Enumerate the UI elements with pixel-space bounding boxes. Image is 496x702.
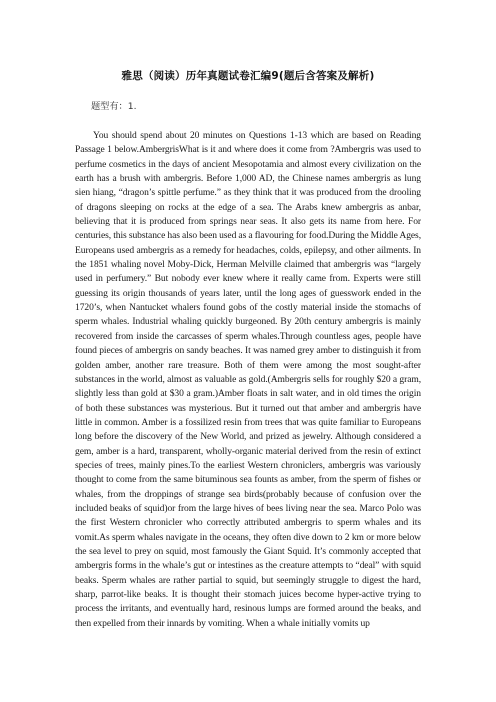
- question-type-label: 题型有：1.: [91, 101, 137, 112]
- passage-body: You should spend about 20 minutes on Questions 1-13 which are based on Reading Passage 1 below.AmbergrisWhat is it and where does it come from ?Ambergris was used to perfume cosmetics in the days of ancient Mesopotamia and almost every civilization on the earth has a brush with ambergris. Before 1,000 AD, the Chinese names ambergris as lung sien hiang, “dragon’s spittle perfume.” as they think that it was produced from the drooling of dragons sleeping on rocks at the edge of a sea. The Arabs knew ambergris as anbar, believing that it is produced from springs near seas. It also gets its name from here. For centuries, this substance has also been used as a flavouring for food.During the Middle Ages, Europeans used ambergris as a remedy for headaches, colds, epilepsy, and other ailments. In the 1851 whaling novel Moby-Dick, Herman Melville claimed that ambergris was “largely used in perfumery.” But nobody ever knew where it really came from. Experts were still guessing its origin thousands of years later, until the long ages of guesswork ended in the 1720’s, when Nantucket whalers found gobs of the costly material inside the stomachs of sperm whales. Industrial whaling quickly burgeoned. By 20th century ambergris is mainly recovered from inside the carcasses of sperm whales.Through countless ages, people have found pieces of ambergris on sandy beaches. It was named grey amber to distinguish it from golden amber, another rare treasure. Both of them were among the most sought-after substances in the world, almost as valuable as gold.(Ambergris sells for roughly $20 a gram, slightly less than gold at $30 a gram.)Amber floats in salt water, and in old times the origin of both these substances was mysterious. But it turned out that amber and ambergris have little in common. Amber is a fossilized resin from trees that was quite familiar to Europeans long before the discovery of the New World, and prized as jewelry. Although considered a gem, amber is a hard, transparent, wholly-organic material derived from the resin of extinct species of trees, mainly pines.To the earliest Western chroniclers, ambergris was variously thought to come from the same bituminous sea founts as amber, from the sperm of fishes or whales, from the droppings of strange sea birds(probably because of confusion over the included beaks of squid)or from the large hives of bees living near the sea. Marco Polo was the first Western chronicler who correctly attributed ambergris to sperm whales and its vomit.As sperm whales navigate in the oceans, they often dive down to 2 km or more below the sea level to prey on squid, most famously the Giant Squid. It’s commonly accepted that ambergris forms in the whale’s gut or intestines as the creature attempts to “deal” with squid beaks. Sperm whales are rather partial to squid, but seemingly struggle to digest the hard, sharp, parrot-like beaks. It is thought their stomach juices become hyper-active trying to process the irritants, and eventually hard, resinous lumps are formed around the beaks, and then expelled from their innards by vomiting. When a whale initially vomits up: [75, 130, 421, 629]
- document-title: 雅思（阅读）历年真题试卷汇编9(题后含答案及解析): [121, 70, 375, 82]
